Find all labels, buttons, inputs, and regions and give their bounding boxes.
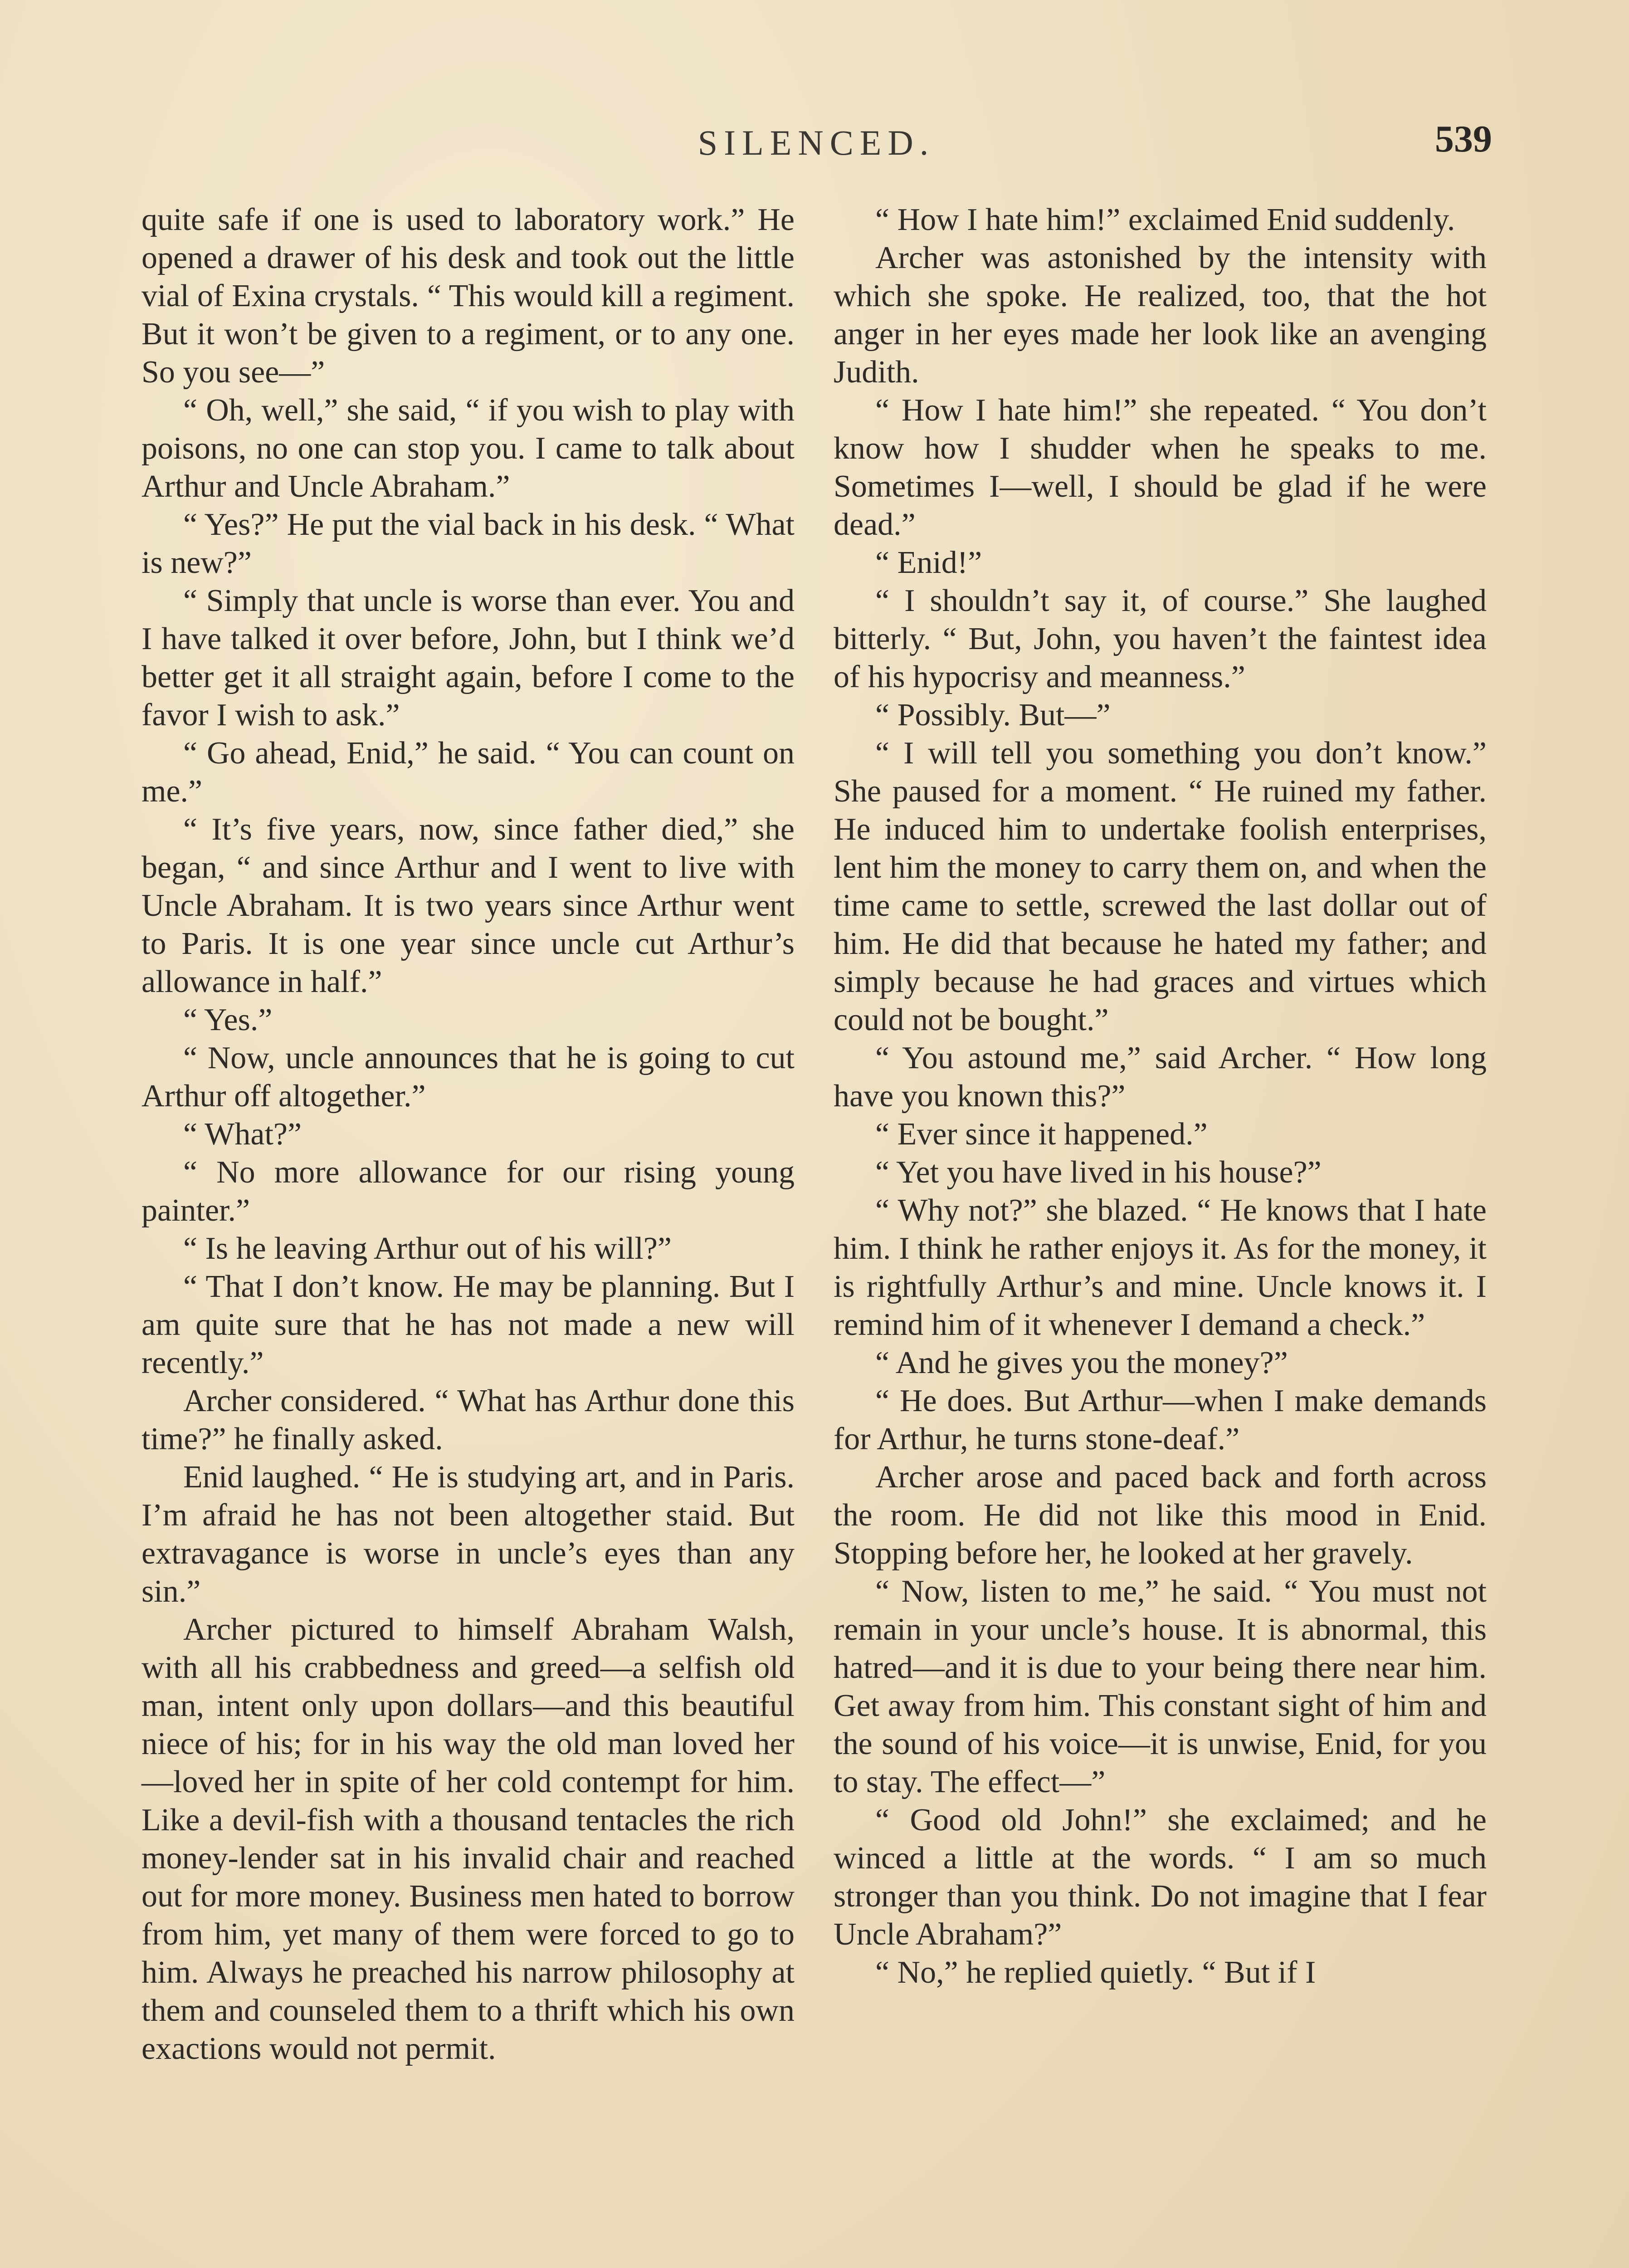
paragraph: “ That I don’t know. He may be planning. But I am quite sure that he has not made a new will recently.” xyxy=(141,1269,795,1380)
paragraph: “ Yes?” He put the vial back in his desk. “ What is new?” xyxy=(141,507,795,580)
paragraph: “ Yes.” xyxy=(183,1002,273,1037)
right-column xyxy=(834,201,1487,1992)
page-number: 539 xyxy=(1435,118,1492,160)
paragraph: “ He does. But Arthur—when I make demands for Arthur, he turns stone-deaf.” xyxy=(834,1383,1487,1457)
paragraph: “ What?” xyxy=(183,1117,302,1152)
paragraph: Archer considered. “ What has Arthur done this time?” he finally asked. xyxy=(141,1383,795,1457)
paragraph: “ Oh, well,” she said, “ if you wish to play with poisons, no one can stop you. I came to talk about Arthur and Uncle Abraham.” xyxy=(141,393,795,504)
paragraph: “ No more allowance for our rising young painter.” xyxy=(141,1155,795,1228)
paragraph: “ Yet you have lived in his house?” xyxy=(875,1155,1322,1190)
paragraph: “ Possibly. But—” xyxy=(875,698,1111,733)
paragraph: Archer was astonished by the intensity with which she spoke. He realized, too, that the hot anger in her eyes made her look like an avenging Judith. xyxy=(834,240,1487,390)
paragraph: “ Ever since it happened.” xyxy=(875,1117,1208,1152)
paragraph: “ No,” he replied quietly. “ But if I xyxy=(875,1955,1316,1990)
paragraph: “ Now, listen to me,” he said. “ You must not remain in your uncle’s house. It is abnormal, this hatred—and it is due to your being there near him. Get away from him. This constant sight of him and the sound of his voice—it is unwise, Enid, for you to stay. The effect—” xyxy=(834,1574,1487,1799)
paragraph: “ Enid!” xyxy=(875,545,982,580)
paragraph: “ Good old John!” she exclaimed; and he winced a little at the words. “ I am so much stronger than you think. Do not imagine that I fear Uncle Abraham?” xyxy=(834,1803,1487,1952)
running-header-title: SILENCED. xyxy=(697,123,935,162)
paragraph: Archer pictured to himself Abraham Walsh, with all his crabbedness and greed—a selfish old man, intent only upon dollars—and this beautiful niece of his; for in his way the old man loved her—loved her in spite of her cold contempt for him. Like a devil-fish with a thousand tentacles the rich money-lender sat in his invalid chair and reached out for more money. Business men hated to borrow from him, yet many of them were forced to go to him. Always he preached his narrow philosophy at them and counseled them to a thrift which his own exactions would not permit. xyxy=(141,1612,795,2066)
paragraph: “ Simply that uncle is worse than ever. You and I have talked it over before, John, but I think we’d better get it all straight again, before I come to the favor I wish to ask.” xyxy=(141,583,795,733)
paragraph: “ Why not?” she blazed. “ He knows that I hate him. I think he rather enjoys it. As for the money, it is rightfully Arthur’s and mine. Uncle knows it. I remind him of it whenever I demand a check.” xyxy=(834,1193,1487,1342)
paragraph: “ I will tell you something you don’t know.” She paused for a moment. “ He ruined my father. He induced him to undertake foolish enterprises, lent him the money to carry them on, and when the time came to settle, screwed the last dollar out of him. He did that because he hated my father; and simply because he had graces and virtues which could not be bought.” xyxy=(834,736,1487,1037)
paragraph: Enid laughed. “ He is studying art, and in Paris. I’m afraid he has not been altogether staid. But extravagance is worse in uncle’s eyes than any sin.” xyxy=(141,1460,795,1609)
paragraph: quite safe if one is used to laboratory work.” He opened a drawer of his desk and took out the little vial of Exina crystals. “ This would kill a regiment. But it won’t be given to a regiment, or to any one. So you see—” xyxy=(141,202,795,390)
paragraph: “ How I hate him!” she repeated. “ You don’t know how I shudder when he speaks to me. Sometimes I—well, I should be glad if he were dead.” xyxy=(834,393,1487,542)
left-column xyxy=(141,201,795,2068)
paragraph: “ Go ahead, Enid,” he said. “ You can count on me.” xyxy=(141,736,795,809)
paragraph: “ I shouldn’t say it, of course.” She laughed bitterly. “ But, John, you haven’t the faintest idea of his hypocrisy and meanness.” xyxy=(834,583,1487,694)
paragraph: “ How I hate him!” exclaimed Enid suddenly. xyxy=(875,202,1455,237)
paragraph: “ You astound me,” said Archer. “ How long have you known this?” xyxy=(834,1041,1487,1114)
paragraph: “ Is he leaving Arthur out of his will?” xyxy=(183,1231,672,1266)
paragraph: Archer arose and paced back and forth across the room. He did not like this mood in Enid. Stopping before her, he looked at her gravely. xyxy=(834,1460,1487,1571)
paragraph: “ Now, uncle announces that he is going to cut Arthur off altogether.” xyxy=(141,1041,795,1114)
paragraph: “ And he gives you the money?” xyxy=(875,1345,1288,1380)
paragraph: “ It’s five years, now, since father died,” she began, “ and since Arthur and I went to live with Uncle Abraham. It is two years since Arthur went to Paris. It is one year since uncle cut Arthur’s allowance in half.” xyxy=(141,812,795,999)
